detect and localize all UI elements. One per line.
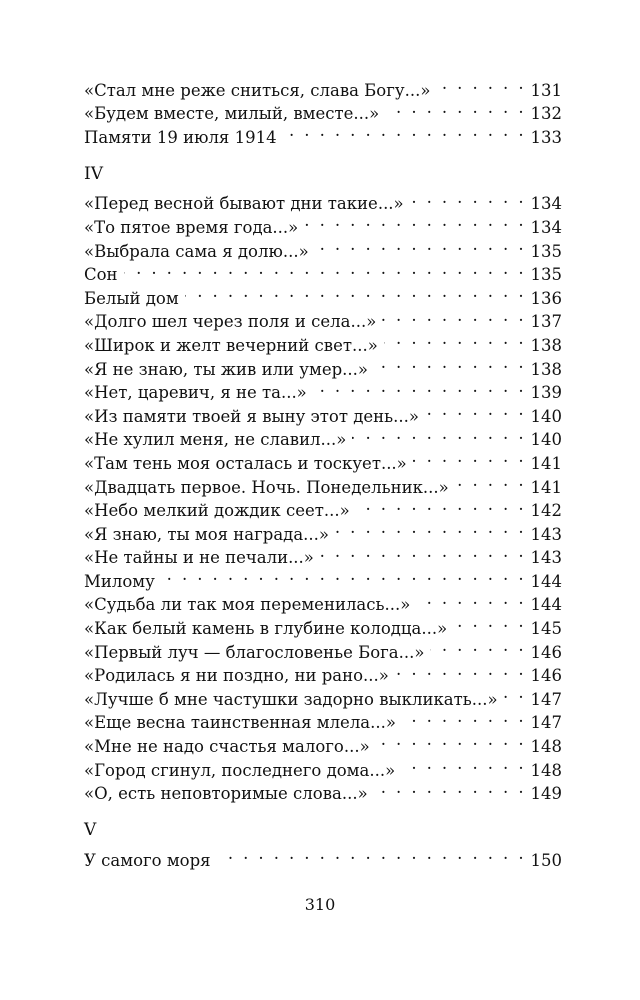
dot-leader — [185, 280, 526, 304]
entry-title: «Я не знаю, ты жив или умер...» — [84, 359, 368, 379]
section-heading-iv: IV — [84, 163, 103, 184]
dot-leader — [335, 516, 526, 540]
entry-page-number: 141 — [530, 453, 562, 473]
entry-title: «Перед весной бывают дни такие...» — [84, 194, 404, 214]
entry-page-number: 145 — [530, 619, 562, 639]
entry-title: «Как белый камень в глубине колодца...» — [84, 619, 448, 639]
toc-entry — [84, 186, 562, 214]
entry-title: Белый дом — [84, 288, 179, 308]
toc-section-v — [84, 842, 562, 870]
entry-title: «Из памяти твоей я выну этот день...» — [84, 406, 419, 426]
entry-title: «Там тень моя осталась и тоскует...» — [84, 453, 407, 473]
entry-title: «Небо мелкий дождик сеет...» — [84, 501, 350, 521]
page-number: 310 — [304, 895, 336, 914]
entry-title: «Мне не надо счастья малого...» — [84, 737, 370, 757]
dot-leader — [217, 842, 526, 866]
dot-leader — [352, 422, 526, 446]
dot-leader — [413, 445, 526, 469]
entry-title: «Долго шел через поля и села...» — [84, 312, 377, 332]
entry-title: «Еще весна таинственная млела...» — [84, 713, 396, 733]
toc-entry — [84, 842, 562, 870]
entry-title: «Двадцать первое. Ночь. Понедельник...» — [84, 477, 449, 497]
dot-leader — [504, 681, 526, 705]
toc-entry — [84, 280, 562, 308]
dot-leader — [356, 493, 526, 517]
entry-page-number: 131 — [530, 80, 562, 100]
entry-title: «Город сгинул, последнего дома...» — [84, 760, 396, 780]
dot-leader — [416, 587, 526, 611]
entry-title: «Будем вместе, милый, вместе...» — [84, 104, 380, 124]
dot-leader — [385, 96, 526, 120]
entry-page-number: 138 — [530, 359, 562, 379]
entry-title: Сон — [84, 265, 118, 285]
entry-title: «Я знаю, ты моя награда...» — [84, 524, 329, 544]
entry-page-number: 143 — [530, 548, 562, 568]
entry-title: «То пятое время года...» — [84, 217, 299, 237]
entry-page-number: 135 — [530, 241, 562, 261]
entry-page-number: 146 — [530, 642, 562, 662]
entry-title: «Широк и желт вечерний свет...» — [84, 335, 378, 355]
entry-title: «Не тайны и не печали...» — [84, 548, 314, 568]
dot-leader — [436, 72, 526, 96]
entry-page-number: 150 — [530, 850, 562, 870]
dot-leader — [320, 540, 526, 564]
dot-leader — [161, 563, 526, 587]
entry-title: «Не хулил меня, не славил...» — [84, 430, 347, 450]
toc-section-iv — [84, 186, 562, 804]
dot-leader — [376, 728, 526, 752]
entry-title: «О, есть неповторимые слова...» — [84, 784, 368, 804]
entry-title: У самого моря — [84, 850, 211, 870]
entry-page-number: 137 — [530, 312, 562, 332]
entry-title: «Выбрала сама я долю...» — [84, 241, 309, 261]
table-of-contents — [84, 72, 562, 870]
entry-title: «Лучше б мне частушки задорно выкликать...» — [84, 689, 498, 709]
dot-leader — [455, 469, 526, 493]
entry-page-number: 140 — [530, 430, 562, 450]
entry-page-number: 134 — [530, 217, 562, 237]
entry-page-number: 135 — [530, 265, 562, 285]
entry-title: «Судьба ли так моя переменилась...» — [84, 595, 411, 615]
entry-page-number: 143 — [530, 524, 562, 544]
entry-page-number: 146 — [530, 666, 562, 686]
toc-entry — [84, 72, 562, 100]
entry-page-number: 148 — [530, 760, 562, 780]
dot-leader — [410, 186, 526, 210]
entry-page-number: 133 — [530, 127, 562, 147]
entry-page-number: 148 — [530, 737, 562, 757]
entry-page-number: 138 — [530, 335, 562, 355]
entry-page-number: 141 — [530, 477, 562, 497]
entry-page-number: 144 — [530, 595, 562, 615]
dot-leader — [395, 658, 526, 682]
dot-leader — [315, 233, 526, 257]
entry-page-number: 149 — [530, 784, 562, 804]
entry-title: «Первый луч — благословенье Бога...» — [84, 642, 425, 662]
entry-title: «Стал мне реже сниться, слава Богу...» — [84, 80, 431, 100]
dot-leader — [283, 119, 526, 143]
entry-page-number: 147 — [530, 689, 562, 709]
section-heading-v: V — [84, 820, 97, 841]
entry-title: Памяти 19 июля 1914 — [84, 127, 277, 147]
entry-page-number: 134 — [530, 194, 562, 214]
dot-leader — [384, 327, 526, 351]
dot-leader — [124, 257, 526, 281]
dot-leader — [453, 610, 526, 634]
toc-entry — [84, 257, 562, 285]
dot-leader — [425, 398, 526, 422]
dot-leader — [402, 705, 526, 729]
dot-leader — [430, 634, 526, 658]
dot-leader — [374, 776, 526, 800]
toc-block-top — [84, 72, 562, 147]
entry-page-number: 132 — [530, 104, 562, 124]
entry-page-number: 142 — [530, 501, 562, 521]
entry-title: «Нет, царевич, я не та...» — [84, 383, 307, 403]
dot-leader — [401, 752, 526, 776]
entry-page-number: 140 — [530, 406, 562, 426]
dot-leader — [304, 209, 526, 233]
entry-title: «Родилась я ни поздно, ни рано...» — [84, 666, 389, 686]
dot-leader — [313, 375, 526, 399]
entry-page-number: 144 — [530, 571, 562, 591]
entry-page-number: 136 — [530, 288, 562, 308]
entry-page-number: 147 — [530, 713, 562, 733]
entry-title: Милому — [84, 571, 155, 591]
dot-leader — [374, 351, 526, 375]
dot-leader — [382, 304, 526, 328]
entry-page-number: 139 — [530, 383, 562, 403]
